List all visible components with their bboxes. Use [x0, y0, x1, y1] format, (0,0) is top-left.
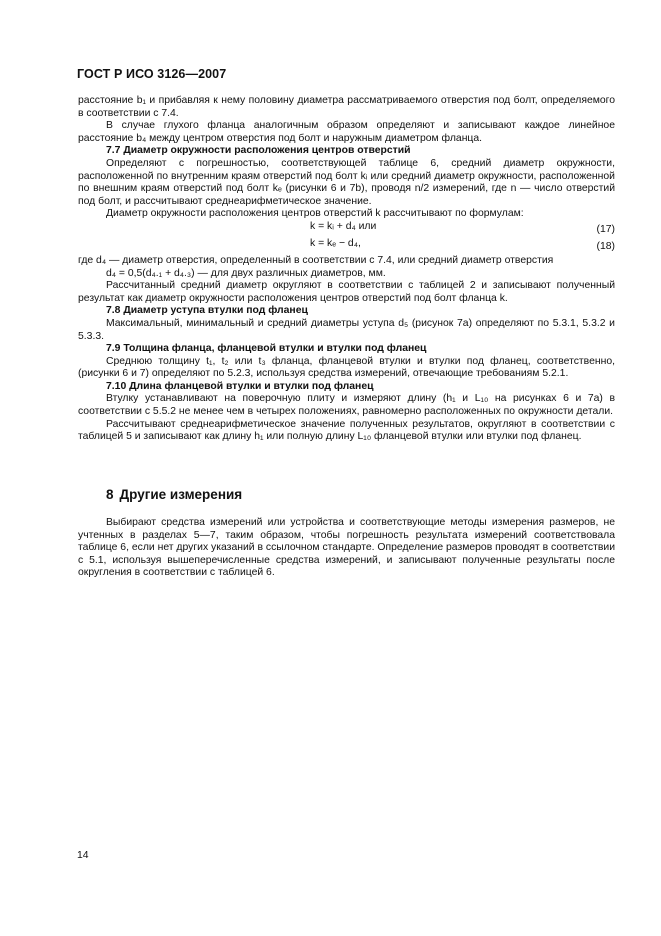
page-number: 14	[77, 850, 89, 861]
section-heading-7-8: 7.8 Диаметр уступа втулки под фланец	[106, 305, 308, 317]
section-heading-8	[106, 487, 242, 502]
where-clause: где d₄ — диаметр отверстия, определенный в соответствии с 7.4, или средний диаметр отверстия	[78, 254, 554, 266]
section-7-body	[78, 95, 615, 444]
where-clause-continued: d₄ = 0,5(d₄.₁ + d₄.₃) — для двух различных диаметров, мм.	[106, 267, 386, 279]
paragraph: Рассчитанный средний диаметр округляют в соответствии с таблицей 2 и записывают полученный результат как диаметр окружности расположения центров отверстий под болт фланца k.	[78, 280, 615, 304]
section-heading-7-7: 7.7 Диаметр окружности расположения центров отверстий	[106, 145, 411, 157]
paragraph: расстояние b₁ и прибавляя к нему половину диаметра рассматриваемого отверстия под болт, определяемого в соответствии с 7.4.	[78, 95, 615, 119]
equation-17	[78, 221, 615, 238]
section-number: 8	[106, 487, 114, 502]
equation-18	[78, 238, 615, 255]
paragraph: В случае глухого фланца аналогичным образом определяют и записывают каждое линейное расстояние b₄ между центром отверстия под болт и наружным диаметром фланца.	[78, 120, 615, 144]
paragraph: Максимальный, минимальный и средний диаметры уступа d₅ (рисунок 7a) определяют по 5.3.1, 5.3.2 и 5.3.3.	[78, 317, 615, 342]
section-title: Другие измерения	[119, 487, 243, 502]
equation-number: (18)	[596, 240, 615, 252]
document-header: ГОСТ Р ИСО 3126—2007	[77, 67, 227, 81]
paragraph: Определяют с погрешностью, соответствующей таблице 6, средний диаметр окружности, расположенной по внутренним краям отверстий под болт kᵢ или средний диаметр окружности, расположенной по внешним краям отверстий под болт kₑ (рисунки 6 и 7b), проводя n/2 измерений, где n — число отверстий под болт, и рассчитывают среднеарифметическое значение.	[78, 157, 615, 207]
paragraph: Выбирают средства измерений или устройства и соответствующие методы измерения размеров, не учтенных в разделах 5—7, таким образом, чтобы погрешность результата измерений соответствовала таблице 6, если нет других указаний в ссылочном стандарте. Определение размеров проводят в соответствии с 5.1, используя вышеперечисленные средства измерений, и записывают полученные результаты после округления в соответствии с таблицей 6.	[78, 517, 615, 579]
paragraph: Втулку устанавливают на поверочную плиту и измеряют длину (h₁ и L₁₀ на рисунках 6 и 7a) в соответствии с 5.5.2 не менее чем в четырех положениях, равномерно расположенных по окружности детали.	[78, 393, 615, 418]
section-heading-7-9: 7.9 Толщина фланца, фланцевой втулки и втулки под фланец	[106, 343, 427, 355]
formula: k = kᵢ + d₄ или	[310, 220, 377, 232]
equation-number: (17)	[596, 223, 615, 235]
paragraph: Рассчитывают среднеарифметическое значение полученных результатов, округляют в соответствии с таблицей 5 и записывают как длину h₁ или полную длину L₁₀ фланцевой втулки или втулки под фланец.	[78, 418, 615, 443]
paragraph: Диаметр окружности расположения центров отверстий k рассчитывают по формулам:	[106, 208, 524, 220]
section-heading-7-10: 7.10 Длина фланцевой втулки и втулки под фланец	[106, 380, 374, 392]
section-8-body	[78, 517, 615, 580]
formula: k = kₑ − d₄,	[310, 237, 361, 249]
paragraph: Среднюю толщину t₁, t₂ или t₃ фланца, фланцевой втулки и втулки под фланец, соответственно, (рисунки 6 и 7) определяют по 5.2.3, используя средства измерений, отвечающие требованиям 5.2.1.	[78, 355, 615, 380]
